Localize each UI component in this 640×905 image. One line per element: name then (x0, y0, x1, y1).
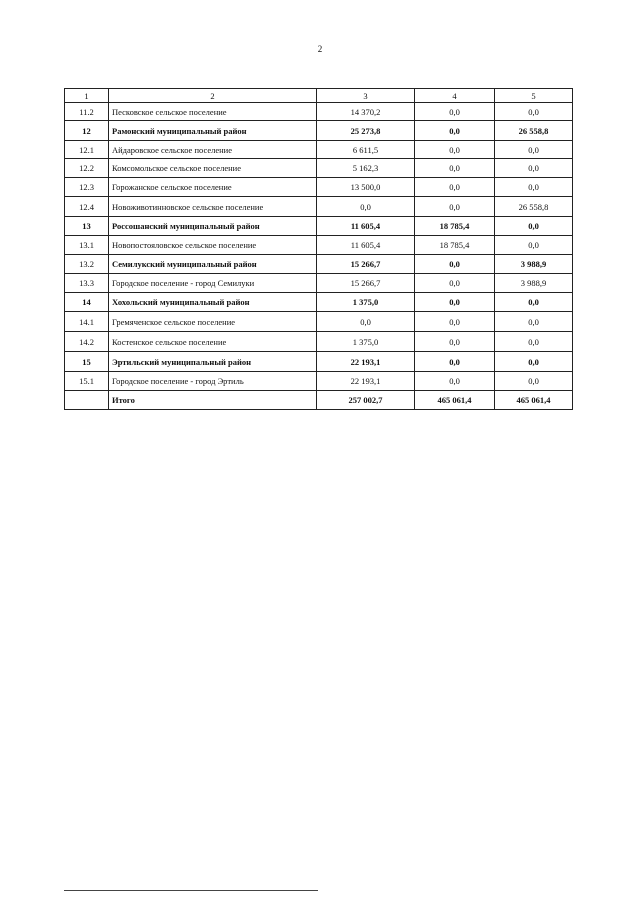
row-value-col5-cell: 0,0 (495, 332, 573, 352)
row-number-cell: 13.1 (65, 236, 109, 255)
table-header-row (65, 89, 573, 103)
table-row (65, 121, 573, 141)
row-value-col5-cell: 0,0 (495, 217, 573, 236)
row-value-col5-cell: 0,0 (495, 293, 573, 312)
column-header: 5 (495, 89, 573, 103)
row-value-col4-cell: 0,0 (415, 159, 495, 178)
row-value-col5-cell: 3 988,9 (495, 255, 573, 274)
table-row (65, 217, 573, 236)
row-value-col3-cell: 15 266,7 (317, 255, 415, 274)
table-body (65, 103, 573, 410)
row-name-cell: Костенское сельское поселение (109, 332, 317, 352)
row-value-col5-cell: 3 988,9 (495, 274, 573, 293)
row-value-col5-cell: 0,0 (495, 178, 573, 197)
row-value-col4-cell: 0,0 (415, 332, 495, 352)
table-row (65, 293, 573, 312)
row-name-cell: Эртильский муниципальный район (109, 352, 317, 372)
row-value-col3-cell: 11 605,4 (317, 236, 415, 255)
row-number-cell: 14 (65, 293, 109, 312)
row-value-col5-cell: 26 558,8 (495, 197, 573, 217)
row-value-col5-cell: 0,0 (495, 141, 573, 159)
row-name-cell: Айдаровское сельское поселение (109, 141, 317, 159)
table-row (65, 141, 573, 159)
row-name-cell: Рамонский муниципальный район (109, 121, 317, 141)
table-row (65, 103, 573, 121)
row-number-cell: 12.1 (65, 141, 109, 159)
row-number-cell: 11.2 (65, 103, 109, 121)
row-value-col4-cell: 0,0 (415, 178, 495, 197)
row-name-cell: Городское поселение - город Семилуки (109, 274, 317, 293)
row-number-cell: 12.3 (65, 178, 109, 197)
row-value-col4-cell: 18 785,4 (415, 217, 495, 236)
row-value-col3-cell: 1 375,0 (317, 332, 415, 352)
column-header: 4 (415, 89, 495, 103)
row-number-cell: 13.2 (65, 255, 109, 274)
table-row (65, 236, 573, 255)
table-row (65, 197, 573, 217)
footer-divider (64, 890, 318, 891)
budget-table (64, 88, 573, 410)
row-number-cell: 13 (65, 217, 109, 236)
table-row (65, 159, 573, 178)
row-value-col5-cell: 0,0 (495, 352, 573, 372)
row-name-cell: Новопостояловское сельское поселение (109, 236, 317, 255)
row-value-col3-cell: 0,0 (317, 312, 415, 332)
row-number-cell: 15 (65, 352, 109, 372)
column-header: 1 (65, 89, 109, 103)
row-value-col5-cell: 0,0 (495, 372, 573, 391)
page-number: 2 (317, 44, 323, 54)
row-name-cell: Итого (109, 391, 317, 410)
row-name-cell: Комсомольское сельское поселение (109, 159, 317, 178)
row-value-col4-cell: 0,0 (415, 141, 495, 159)
row-value-col3-cell: 14 370,2 (317, 103, 415, 121)
row-value-col5-cell: 26 558,8 (495, 121, 573, 141)
row-number-cell: 13.3 (65, 274, 109, 293)
row-name-cell: Гремяченское сельское поселение (109, 312, 317, 332)
row-value-col5-cell: 0,0 (495, 103, 573, 121)
row-value-col4-cell: 0,0 (415, 197, 495, 217)
row-value-col3-cell: 22 193,1 (317, 372, 415, 391)
row-number-cell: 14.1 (65, 312, 109, 332)
column-header: 3 (317, 89, 415, 103)
table-row (65, 332, 573, 352)
row-number-cell: 12.2 (65, 159, 109, 178)
row-name-cell: Песковское сельское поселение (109, 103, 317, 121)
table-row (65, 178, 573, 197)
row-name-cell: Новоживотинновское сельское поселение (109, 197, 317, 217)
row-value-col3-cell: 15 266,7 (317, 274, 415, 293)
row-value-col4-cell: 0,0 (415, 312, 495, 332)
row-value-col3-cell: 5 162,3 (317, 159, 415, 178)
row-value-col3-cell: 22 193,1 (317, 352, 415, 372)
row-value-col4-cell: 465 061,4 (415, 391, 495, 410)
row-value-col4-cell: 0,0 (415, 274, 495, 293)
row-number-cell: 14.2 (65, 332, 109, 352)
row-value-col5-cell: 465 061,4 (495, 391, 573, 410)
table-row (65, 255, 573, 274)
table-row (65, 312, 573, 332)
row-value-col4-cell: 0,0 (415, 372, 495, 391)
row-value-col5-cell: 0,0 (495, 236, 573, 255)
row-name-cell: Россошанский муниципальный район (109, 217, 317, 236)
table-row (65, 352, 573, 372)
row-value-col4-cell: 0,0 (415, 352, 495, 372)
row-name-cell: Горожанское сельское поселение (109, 178, 317, 197)
row-value-col4-cell: 0,0 (415, 255, 495, 274)
row-value-col3-cell: 1 375,0 (317, 293, 415, 312)
row-value-col3-cell: 13 500,0 (317, 178, 415, 197)
row-value-col4-cell: 0,0 (415, 121, 495, 141)
row-number-cell (65, 391, 109, 410)
table-row (65, 372, 573, 391)
table-row (65, 391, 573, 410)
row-name-cell: Семилукский муниципальный район (109, 255, 317, 274)
row-number-cell: 12 (65, 121, 109, 141)
row-name-cell: Хохольский муниципальный район (109, 293, 317, 312)
row-value-col5-cell: 0,0 (495, 312, 573, 332)
row-value-col3-cell: 25 273,8 (317, 121, 415, 141)
column-header: 2 (109, 89, 317, 103)
row-value-col5-cell: 0,0 (495, 159, 573, 178)
row-number-cell: 15.1 (65, 372, 109, 391)
row-value-col4-cell: 0,0 (415, 293, 495, 312)
row-value-col3-cell: 257 002,7 (317, 391, 415, 410)
row-value-col3-cell: 6 611,5 (317, 141, 415, 159)
row-value-col3-cell: 11 605,4 (317, 217, 415, 236)
row-number-cell: 12.4 (65, 197, 109, 217)
row-value-col3-cell: 0,0 (317, 197, 415, 217)
table-row (65, 274, 573, 293)
row-value-col4-cell: 0,0 (415, 103, 495, 121)
row-name-cell: Городское поселение - город Эртиль (109, 372, 317, 391)
row-value-col4-cell: 18 785,4 (415, 236, 495, 255)
